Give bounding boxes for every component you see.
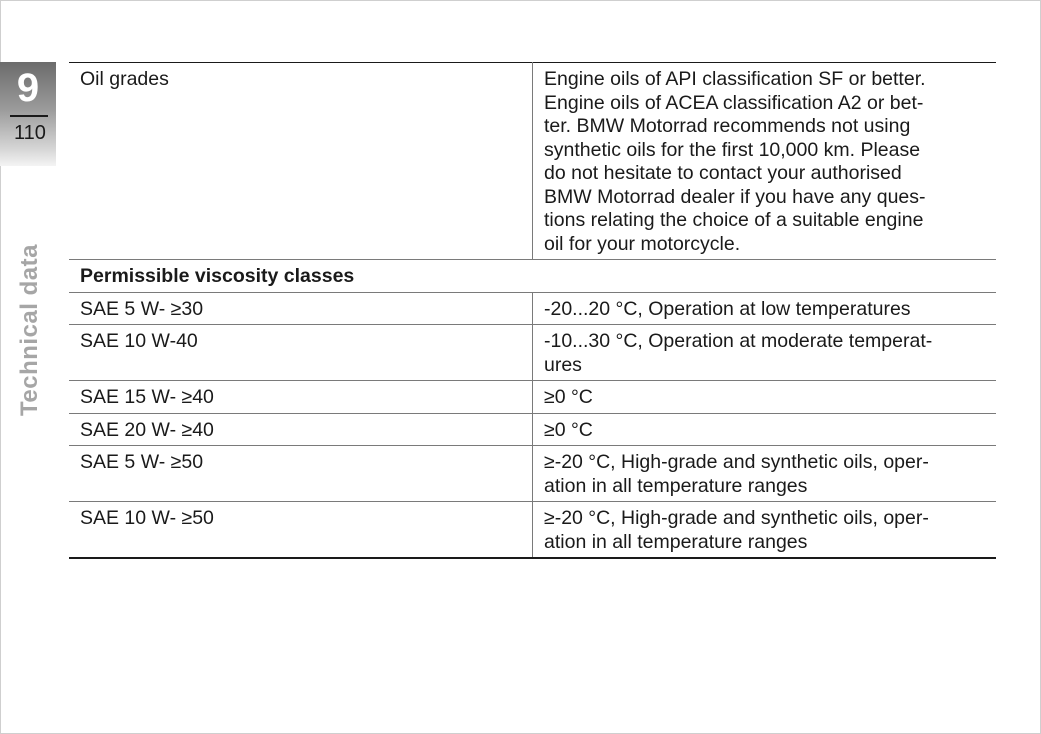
viscosity-grade: SAE 5 W- ≥30	[69, 292, 533, 325]
viscosity-description	[533, 381, 997, 414]
viscosity-description	[533, 325, 997, 381]
text-line: -20...20 °C, Operation at low temperatures	[544, 297, 911, 320]
text-line: ≥-20 °C, High-grade and synthetic oils, oper-	[544, 451, 929, 473]
chapter-divider	[10, 115, 48, 117]
viscosity-grade: SAE 15 W- ≥40	[69, 381, 533, 414]
viscosity-grade: SAE 5 W- ≥50	[69, 446, 533, 502]
viscosity-grade: SAE 10 W- ≥50	[69, 502, 533, 559]
text-line: ation in all temperature ranges	[544, 530, 808, 553]
text-line: BMW Motorrad dealer if you have any ques-	[544, 185, 926, 208]
viscosity-description	[533, 413, 997, 446]
text-line: tions relating the choice of a suitable engine	[544, 209, 924, 231]
page-number: 110	[14, 122, 46, 144]
table-row	[69, 446, 996, 502]
text-line: ≥-20 °C, High-grade and synthetic oils, oper-	[544, 507, 929, 529]
table-row-oil-grades	[69, 63, 996, 260]
viscosity-description	[533, 502, 997, 559]
viscosity-heading: Permissible viscosity classes	[69, 260, 996, 293]
chapter-number: 9	[16, 66, 40, 110]
text-line: ation in all temperature ranges	[544, 474, 808, 497]
table-row	[69, 325, 996, 381]
text-line: ≥0 °C	[544, 386, 593, 408]
table-row	[69, 413, 996, 446]
viscosity-description	[533, 292, 997, 325]
oil-grades-label: Oil grades	[69, 63, 533, 260]
table-row	[69, 502, 996, 559]
viscosity-grade: SAE 10 W-40	[69, 325, 533, 381]
viscosity-grade: SAE 20 W- ≥40	[69, 413, 533, 446]
text-line: synthetic oils for the first 10,000 km. Please	[544, 138, 921, 161]
text-line: Engine oils of API classification SF or better.	[544, 68, 926, 90]
table-row	[69, 292, 996, 325]
section-title: Technical data	[16, 244, 43, 416]
viscosity-description	[533, 446, 997, 502]
table-row-viscosity-heading	[69, 260, 996, 293]
text-line: oil for your motorcycle.	[544, 232, 741, 255]
text-line: -10...30 °C, Operation at moderate temperat-	[544, 330, 933, 352]
text-line: ≥0 °C	[544, 418, 593, 441]
text-line: ures	[544, 353, 582, 376]
table-row	[69, 381, 996, 414]
oil-spec-table	[69, 62, 996, 559]
text-line: do not hesitate to contact your authorised	[544, 162, 902, 184]
text-line: ter. BMW Motorrad recommends not using	[544, 115, 911, 137]
oil-grades-value	[533, 63, 997, 260]
text-line: Engine oils of ACEA classification A2 or bet-	[544, 91, 924, 114]
